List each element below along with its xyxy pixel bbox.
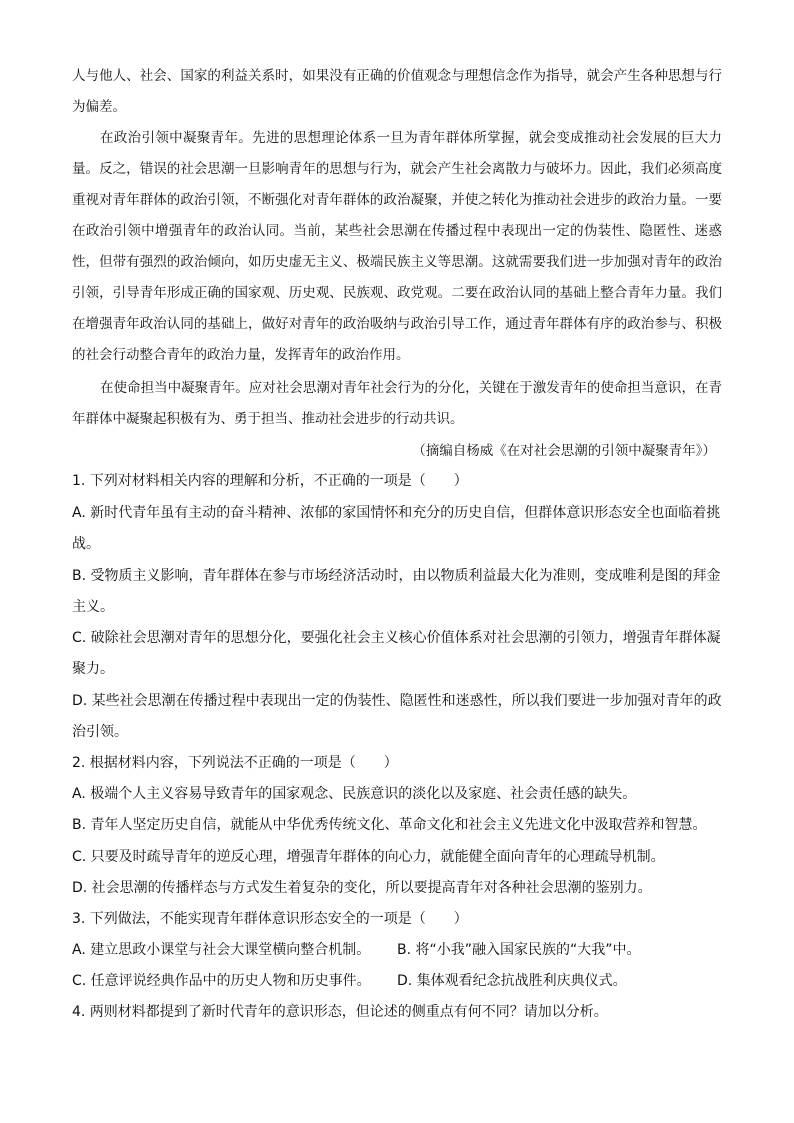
question-1-stem: 1. 下列对材料相关内容的理解和分析，不正确的一项是（ ） [72,473,468,489]
question-3-option-c: C. 任意评说经典作品中的历史人物和历史事件。 [72,973,371,989]
question-3-row-1 [72,935,724,966]
passage-paragraph-2: 在使命担当中凝聚青年。应对社会思潮对青年社会行为的分化，关键在于激发青年的使命担当意识，在青年群体中凝聚起积极有为、勇于担当、推动社会进步的行动共识。 [72,380,722,427]
passage-paragraph-0: 人与他人、社会、国家的利益关系时，如果没有正确的价值观念与理想信念作为指导，就会产生各种思想与行为偏差。 [72,68,722,115]
question-1-option-d: D. 某些社会思潮在传播过程中表现出一定的伪装性、隐匿性和迷惑性，所以我们要进一步加强对青年的政治引领。 [72,693,722,740]
question-2-option-c: C. 只要及时疏导青年的逆反心理，增强青年群体的向心力，就能健全面向青年的心理疏导机制。 [72,849,665,865]
question-1-option-c: C. 破除社会思潮对青年的思想分化，要强化社会主义核心价值体系对社会思潮的引领力，增强青年群体凝聚力。 [72,630,721,677]
question-3-stem: 3. 下列做法，不能实现青年群体意识形态安全的一项是（ ） [72,911,468,927]
question-2-option-a: A. 极端个人主义容易导致青年的国家观念、民族意识的淡化以及家庭、社会责任感的缺失。 [72,786,637,802]
question-1-option-b: B. 受物质主义影响，青年群体在参与市场经济活动时，由以物质利益最大化为准则，变成唯利是图的拜金主义。 [72,568,721,615]
question-2-stem: 2. 根据材料内容，下列说法不正确的一项是（ ） [72,755,398,771]
question-3-row-2 [72,966,724,997]
question-1-option-a: A. 新时代青年虽有主动的奋斗精神、浓郁的家国情怀和充分的历史自信，但群体意识形态安全也面临着挑战。 [72,505,721,552]
passage-paragraph-1: 在政治引领中凝聚青年。先进的思想理论体系一旦为青年群体所掌握，就会变成推动社会发展的巨大力量。反之，错误的社会思潮一旦影响青年的思想与行为，就会产生社会离散力与破坏力。因此，我们必须高度重视对青年群体的政治引领，不断强化对青年群体的政治凝聚，并使之转化为推动社会进步的政治力量。一要在政治引领中增强青年的政治认同。当前，某些社会思潮在传播过程中表现出一定的伪装性、隐匿性、迷惑性，但带有强烈的政治倾向，如历史虚无主义、极端民族主义等思潮。这就需要我们进一步加强对青年的政治引领，引导青年形成正确的国家观、历史观、民族观、政党观。二要在政治认同的基础上整合青年力量。我们在增强青年政治认同的基础上，做好对青年的政治吸纳与政治引导工作，通过青年群体有序的政治参与、积极的社会行动整合青年的政治力量，发挥青年的政治作用。 [72,130,722,363]
question-3-option-d: D. 集体观看纪念抗战胜利庆典仪式。 [397,973,627,989]
question-3-option-a: A. 建立思政小课堂与社会大课堂横向整合机制。 [72,942,371,958]
question-2-option-b: B. 青年人坚定历史自信，就能从中华优秀传统文化、革命文化和社会主义先进文化中汲取营养和智慧。 [72,817,707,833]
question-4-stem: 4. 两则材料都提到了新时代青年的意识形态，但论述的侧重点有何不同？请加以分析。 [72,1004,608,1020]
question-3-option-b: B. 将“小我”融入国家民族的“大我”中。 [397,942,641,958]
question-2-option-d: D. 社会思潮的传播样态与方式发生着复杂的变化，所以要提高青年对各种社会思潮的鉴别力。 [72,880,652,896]
passage-source: （摘编自杨威《在对社会思潮的引领中凝聚青年》） [412,443,716,459]
